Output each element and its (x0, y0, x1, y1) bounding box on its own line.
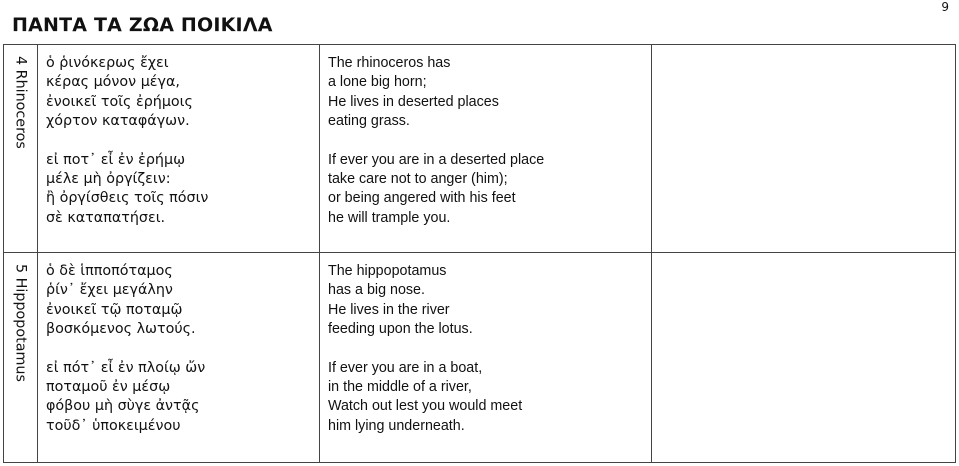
english-line: If ever you are in a deserted place (328, 151, 545, 168)
stanza (46, 359, 311, 437)
english-line: He lives in deserted places (328, 93, 499, 110)
greek-line: βοσκόμενος λωτούς. (46, 321, 196, 338)
greek-line: τοῦδ᾽ ὑποκειμένου (46, 417, 181, 434)
english-line: He lives in the river (328, 301, 450, 318)
english-line: he will trample you. (328, 209, 451, 226)
row-label: 5 Hippopotamus (12, 264, 29, 382)
greek-line: μέλε μὴ ὀργίζειν: (46, 171, 171, 188)
stanza (328, 151, 643, 229)
greek-line: σὲ καταπατήσει. (46, 209, 166, 226)
poem-table (3, 44, 956, 463)
english-line: feeding upon the lotus. (328, 321, 473, 338)
greek-line: εἰ πότ᾽ εἶ ἐν πλοίῳ ὤν (46, 359, 206, 376)
row-label-cell (4, 45, 38, 253)
row-label-cell (4, 253, 38, 463)
stanza (328, 359, 643, 437)
row-label: 4 Rhinoceros (12, 56, 29, 149)
notes-cell (652, 253, 956, 463)
stanza (46, 151, 311, 229)
stanza (46, 54, 311, 132)
greek-line: ἐνοικεῖ τοῖς ἐρήμοις (46, 93, 193, 110)
english-line: has a big nose. (328, 282, 425, 299)
table-row (4, 253, 956, 463)
page-number: 9 (941, 0, 949, 14)
notes-cell (652, 45, 956, 253)
greek-line: ὁ ῥινόκερως ἔχει (46, 55, 169, 71)
greek-line: ὁ δὲ ἱπποπόταμος (46, 263, 173, 279)
stanza (46, 262, 311, 340)
greek-line: ἢ ὀργίσθεις τοῖς πόσιν (46, 190, 209, 207)
page-title: ΠΑΝΤΑ ΤΑ ΖΩΑ ΠΟΙΚΙΛΑ (12, 14, 273, 36)
english-text-cell (320, 253, 652, 463)
stanza (328, 262, 643, 340)
greek-line: κέρας μόνον μέγα, (46, 74, 180, 91)
english-line: in the middle of a river, (328, 379, 472, 396)
english-text-cell (320, 45, 652, 253)
greek-line: ἐνοικεῖ τῷ ποταμῷ (46, 301, 183, 318)
english-line: take care not to anger (him); (328, 171, 508, 188)
greek-text-cell (38, 253, 320, 463)
english-line: Watch out lest you would meet (328, 398, 523, 415)
english-line: If ever you are in a boat, (328, 359, 483, 376)
greek-line: φόβου μὴ σὺγε ἀντᾷς (46, 398, 200, 415)
english-line: a lone big horn; (328, 74, 427, 91)
greek-text-cell (38, 45, 320, 253)
english-line: eating grass. (328, 113, 410, 130)
greek-line: χόρτον καταφάγων. (46, 113, 190, 130)
english-line: The rhinoceros has (328, 55, 451, 71)
greek-line: ῥίν᾽ ἔχει μεγάλην (46, 282, 173, 299)
greek-line: ποταμοῦ ἐν μέσῳ (46, 379, 171, 396)
table-row (4, 45, 956, 253)
greek-line: εἰ ποτ᾽ εἶ ἐν ἐρήμῳ (46, 151, 186, 168)
english-line: or being angered with his feet (328, 190, 516, 207)
english-line: The hippopotamus (328, 263, 447, 279)
stanza (328, 54, 643, 132)
english-line: him lying underneath. (328, 417, 465, 434)
